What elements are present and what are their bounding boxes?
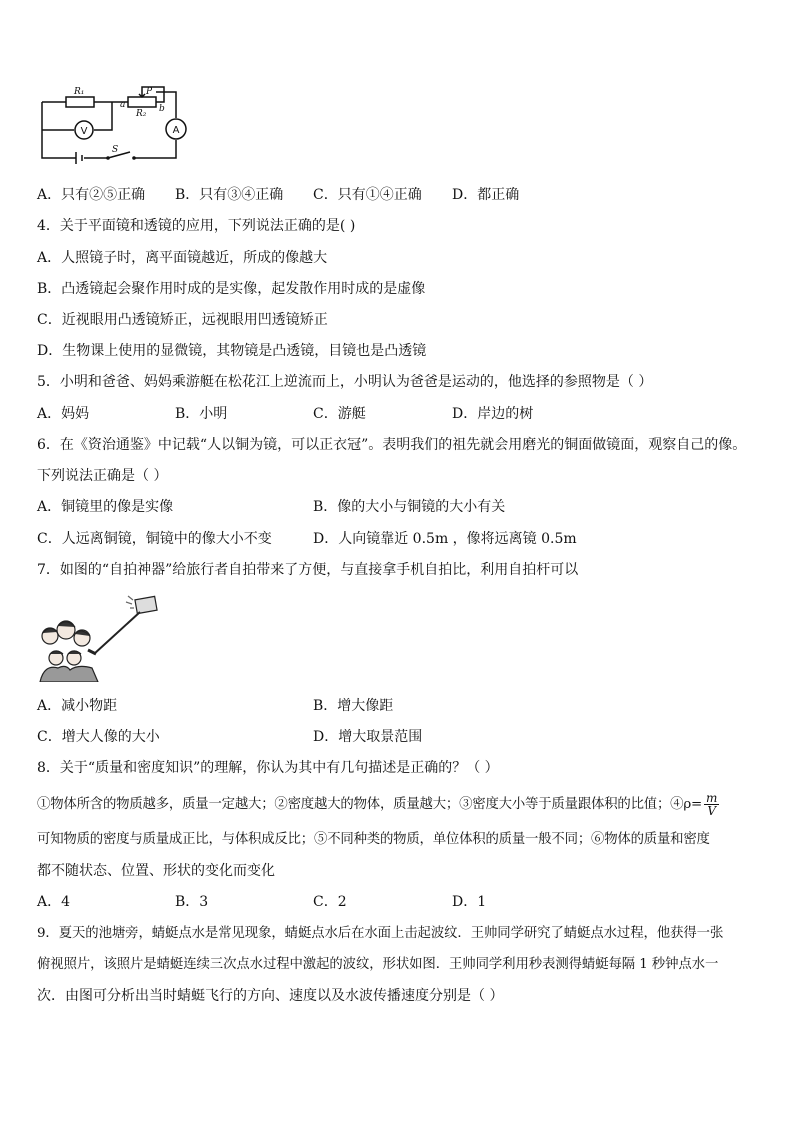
q6-option-d: D．人向镜靠近 0.5m ，像将远离镜 0.5m bbox=[313, 531, 577, 547]
q7-option-d: D．增大取景范围 bbox=[313, 729, 423, 745]
q9-stem-line1: 9．夏天的池塘旁，蜻蜓点水是常见现象，蜻蜓点水后在水面上击起波纹．王帅同学研究了蜻蜓点水过程，他获得一张 bbox=[37, 926, 724, 941]
q8-statement-line1 bbox=[37, 792, 719, 817]
q6-option-c: C．人远离铜镜，铜镜中的像大小不变 bbox=[37, 531, 272, 547]
voltmeter-symbol: V bbox=[80, 126, 88, 137]
q5-option-b: B．小明 bbox=[175, 406, 228, 422]
q3-option-b: B．只有③④正确 bbox=[175, 187, 284, 203]
q7-stem: 7．如图的“自拍神器”给旅行者自拍带来了方便，与直接拿手机自拍比，利用自拍杆可以 bbox=[37, 562, 579, 578]
label-b: b bbox=[159, 104, 165, 114]
q6-stem-line1: 6．在《资治通鉴》中记载“人以铜为镜，可以正衣冠”。表明我们的祖先就会用磨光的铜面做镜面，观察自己的像。 bbox=[37, 437, 747, 453]
q8-statement-text: ①物体所含的物质越多，质量一定越大；②密度越大的物体，质量越大；③密度大小等于质量跟体积的比值；④ρ= bbox=[37, 797, 703, 812]
q4-option-d: D．生物课上使用的显微镜，其物镜是凸透镜，目镜也是凸透镜 bbox=[37, 343, 427, 359]
fraction-numerator: m bbox=[706, 791, 718, 805]
label-r1: R₁ bbox=[74, 87, 85, 97]
fraction-denominator: V bbox=[707, 804, 716, 818]
q5-option-d: D．岸边的树 bbox=[452, 406, 534, 422]
q6-option-b: B．像的大小与铜镜的大小有关 bbox=[313, 499, 506, 515]
label-p: P bbox=[146, 87, 153, 97]
ammeter-symbol: A bbox=[172, 125, 180, 136]
q8-statement-line3: 都不随状态、位置、形状的变化而变化 bbox=[37, 863, 275, 879]
q5-stem: 5．小明和爸爸、妈妈乘游艇在松花江上逆流而上，小明认为爸爸是运动的，他选择的参照物是（ ） bbox=[37, 374, 653, 390]
q7-option-c: C．增大人像的大小 bbox=[37, 729, 160, 745]
q3-option-a: A．只有②⑤正确 bbox=[37, 187, 146, 203]
q9-stem-line2: 俯视照片，该照片是蜻蜓连续三次点水过程中激起的波纹，形状如图．王帅同学利用秒表测得蜻蜓每隔 1 秒钟点水一 bbox=[37, 957, 719, 972]
q4-stem: 4．关于平面镜和透镜的应用，下列说法正确的是( ) bbox=[37, 218, 356, 234]
q7-option-b: B．增大像距 bbox=[313, 698, 394, 714]
circuit-diagram bbox=[36, 82, 196, 166]
density-fraction bbox=[704, 792, 719, 817]
q8-option-d: D．1 bbox=[452, 894, 487, 910]
q4-option-a: A．人照镜子时，离平面镜越近，所成的像越大 bbox=[37, 250, 328, 266]
label-r2: R₂ bbox=[136, 109, 147, 119]
q8-statement-line2: 可知物质的密度与质量成正比，与体积成反比；⑤不同种类的物质，单位体积的质量一般不同；⑥物体的质量和密度 bbox=[37, 832, 710, 847]
q6-stem-line2: 下列说法正确是（ ） bbox=[37, 468, 168, 484]
q8-option-a: A．4 bbox=[37, 894, 71, 910]
q8-option-b: B．3 bbox=[175, 894, 209, 910]
label-a: a bbox=[120, 100, 126, 110]
q4-option-c: C．近视眼用凸透镜矫正，远视眼用凹透镜矫正 bbox=[37, 312, 328, 328]
q4-option-b: B．凸透镜起会聚作用时成的是实像，起发散作用时成的是虚像 bbox=[37, 281, 426, 297]
q8-option-c: C．2 bbox=[313, 894, 347, 910]
q9-stem-line3: 次．由图可分析出当时蜻蜓飞行的方向、速度以及水波传播速度分别是（ ） bbox=[37, 988, 504, 1004]
q8-stem: 8．关于“质量和密度知识”的理解，你认为其中有几句描述是正确的？（ ） bbox=[37, 760, 499, 776]
q7-option-a: A．减小物距 bbox=[37, 698, 118, 714]
q5-option-c: C．游艇 bbox=[313, 406, 366, 422]
q3-option-d: D．都正确 bbox=[452, 187, 520, 203]
label-s: S bbox=[112, 145, 119, 155]
q5-option-a: A．妈妈 bbox=[37, 406, 90, 422]
q6-option-a: A．铜镜里的像是实像 bbox=[37, 499, 174, 515]
selfie-stick-illustration bbox=[36, 592, 166, 682]
q3-option-c: C．只有①④正确 bbox=[313, 187, 422, 203]
